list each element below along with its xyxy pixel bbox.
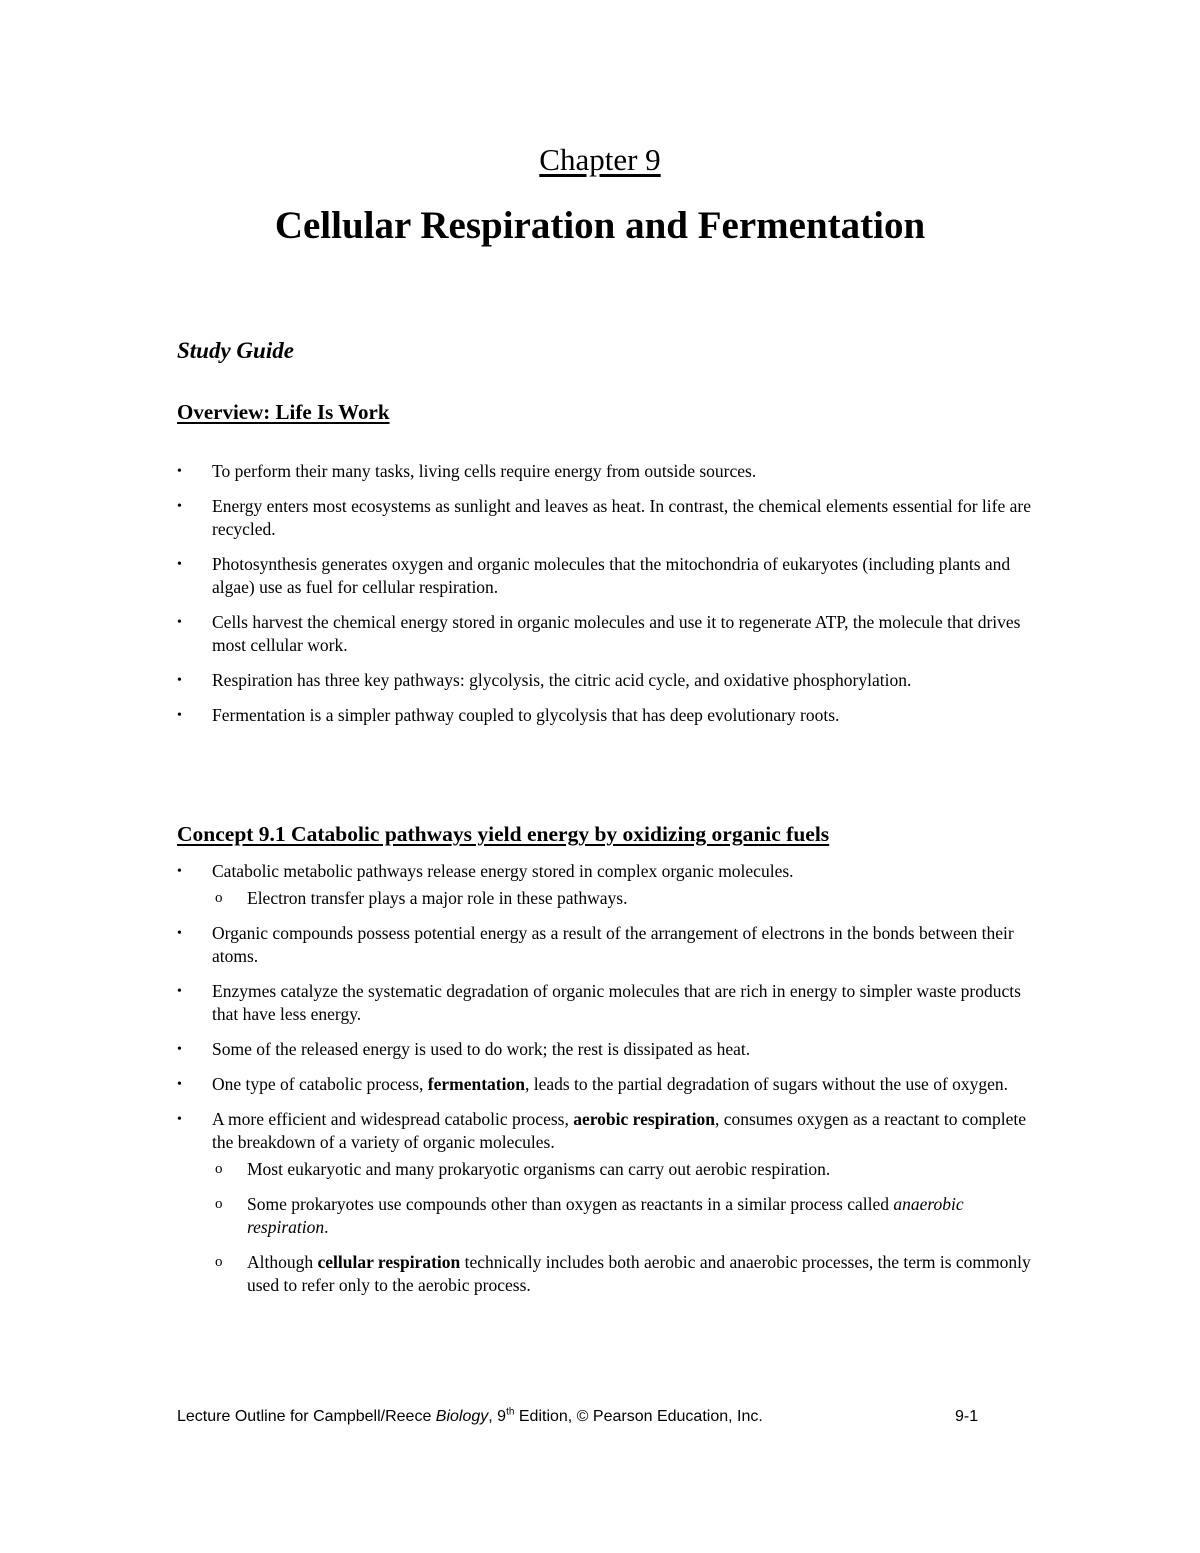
- bullet-icon: •: [177, 864, 182, 879]
- study-guide-subtitle: Study Guide: [177, 338, 294, 363]
- book-title: Biology: [435, 1408, 489, 1425]
- bullet-icon: •: [177, 1042, 182, 1057]
- page-title: Cellular Respiration and Fermentation: [274, 204, 926, 247]
- term-fermentation: fermentation: [427, 1074, 525, 1094]
- list-item: • Energy enters most ecosystems as sunlight and leaves as heat. In contrast, the chemical elements essential for life are recycled.: [177, 496, 1031, 539]
- bullet-icon: •: [177, 1077, 182, 1092]
- bullet-icon: •: [177, 1112, 182, 1127]
- concept-heading: Concept 9.1 Catabolic pathways yield energy by oxidizing organic fuels: [177, 822, 830, 846]
- list-item: • Fermentation is a simpler pathway coupled to glycolysis that has deep evolutionary roots.: [177, 705, 840, 725]
- term-cellular-respiration: cellular respiration: [317, 1252, 461, 1272]
- overview-heading: Overview: Life Is Work: [177, 400, 390, 424]
- sub-list-item: o Although cellular respiration technically includes both aerobic and anaerobic processes, the term is commonly used to refer only to the aerobic process.: [215, 1252, 1031, 1295]
- sub-bullet-icon: o: [215, 1196, 223, 1212]
- list-item: • Respiration has three key pathways: glycolysis, the citric acid cycle, and oxidative phosphorylation.: [177, 670, 912, 690]
- chapter-label: Chapter 9: [539, 142, 661, 177]
- bullet-icon: •: [177, 926, 182, 941]
- sub-list: [212, 887, 1037, 910]
- sub-list: [212, 1158, 1037, 1297]
- list-item: • One type of catabolic process, fermentation, leads to the partial degradation of sugars without the use of oxygen.: [177, 1074, 1009, 1094]
- list-item: • Organic compounds possess potential energy as a result of the arrangement of electrons in the bonds between their atoms.: [177, 923, 1014, 966]
- list-item: • Some of the released energy is used to do work; the rest is dissipated as heat.: [177, 1039, 751, 1059]
- list-item: • To perform their many tasks, living cells require energy from outside sources.: [177, 461, 757, 481]
- term-aerobic-respiration: aerobic respiration: [573, 1109, 715, 1129]
- bullet-icon: •: [177, 984, 182, 999]
- term-anaerobic-respiration: anaerobic respiration: [247, 1194, 964, 1237]
- sub-list-item: o Some prokaryotes use compounds other than oxygen as reactants in a similar process called anaerobic respiration.: [215, 1194, 964, 1237]
- sub-list-item: o Most eukaryotic and many prokaryotic organisms can carry out aerobic respiration.: [215, 1159, 831, 1179]
- list-item: • Enzymes catalyze the systematic degradation of organic molecules that are rich in energy to simpler waste products that have less energy.: [177, 981, 1021, 1024]
- sub-list-item: o Electron transfer plays a major role in these pathways.: [215, 888, 628, 908]
- sub-bullet-icon: o: [215, 1161, 223, 1177]
- bullet-icon: •: [177, 708, 182, 723]
- overview-list: [177, 460, 1037, 739]
- sub-bullet-icon: o: [215, 890, 223, 906]
- bullet-icon: •: [177, 557, 182, 572]
- list-item: • Cells harvest the chemical energy stored in organic molecules and use it to regenerate ATP, the molecule that drives most cellular work.: [177, 612, 1021, 655]
- list-item: • Photosynthesis generates oxygen and organic molecules that the mitochondria of eukaryotes (including plants and algae) use as fuel for cellular respiration.: [177, 554, 1011, 597]
- page-footer: Lecture Outline for Campbell/Reece Biology, 9th Edition, © Pearson Education, Inc.: [177, 1406, 763, 1425]
- bullet-icon: •: [177, 464, 182, 479]
- bullet-icon: •: [177, 615, 182, 630]
- bullet-icon: •: [177, 499, 182, 514]
- list-item: • Catabolic metabolic pathways release energy stored in complex organic molecules. o Electron transfer plays a major role in these pathways.: [177, 860, 1037, 910]
- concept-list: [177, 860, 1037, 1309]
- sub-bullet-icon: o: [215, 1254, 223, 1270]
- list-item: • A more efficient and widespread catabolic process, aerobic respiration, consumes oxygen as a reactant to complete the breakdown of a variety of organic molecules. o Most eukaryotic and many prokaryotic organisms can carry out aerobic respiration. o Some prokaryotes use compounds other than oxygen as reactants in a similar process called anaerobic respiration. o Although cellular respiration technically includes both aerobic and anaerobic processes, the term is commonly used to refer only to the aerobic process.: [177, 1108, 1037, 1297]
- page-number: 9-1: [955, 1408, 979, 1425]
- bullet-icon: •: [177, 673, 182, 688]
